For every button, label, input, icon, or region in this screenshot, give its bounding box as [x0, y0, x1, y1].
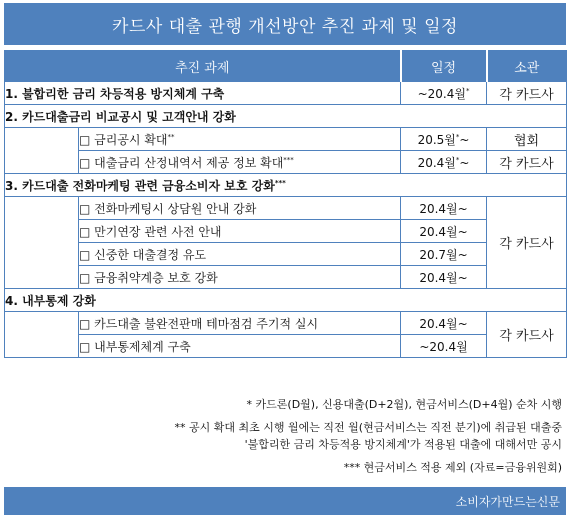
- section-3-item-2: □ 만기연장 관련 사전 안내: [79, 220, 401, 243]
- section-2-item-1-date: 20.5월*~: [401, 128, 487, 151]
- section-2-row: [5, 105, 567, 128]
- section-1-dept: 각 카드사: [487, 82, 567, 105]
- table-row: [5, 266, 567, 289]
- publisher-name: 소비자가만드는신문: [455, 494, 560, 509]
- section-1-date: ~20.4월*: [401, 82, 487, 105]
- footnotes: [4, 396, 562, 476]
- section-3-item-1-date: 20.4월~: [401, 197, 487, 220]
- section-1-label: 1. 불합리한 금리 차등적용 방지체계 구축: [5, 82, 401, 105]
- section-3-item-4-date: 20.4월~: [401, 266, 487, 289]
- section-4-dept: 각 카드사: [487, 312, 567, 358]
- section-4-row: [5, 289, 567, 312]
- section-2-item-1: □ 금리공시 확대**: [79, 128, 401, 151]
- section-2-item-2-date: 20.4월*~: [401, 151, 487, 174]
- header-task: 추진 과제: [5, 51, 401, 82]
- section-3-item-2-date: 20.4월~: [401, 220, 487, 243]
- table-row: [5, 312, 567, 335]
- section-2-item-2-dept: 각 카드사: [487, 151, 567, 174]
- section-4-item-1-date: 20.4월~: [401, 312, 487, 335]
- section-3-item-4: □ 금융취약계층 보호 강화: [79, 266, 401, 289]
- footnote-3: *** 현금서비스 적용 제외 (자료=금융위원회): [343, 461, 562, 474]
- section-4-label: 4. 내부통제 강화: [5, 289, 567, 312]
- footnote-2b: '불합리한 금리 차등적용 방지체계'가 적용된 대출에 대해서만 공시: [244, 438, 562, 451]
- section-2-item-2: □ 대출금리 산정내역서 제공 정보 확대***: [79, 151, 401, 174]
- schedule-table: [4, 50, 567, 358]
- table-row: [5, 151, 567, 174]
- table-row: [5, 128, 567, 151]
- table-row: [5, 220, 567, 243]
- section-3-label: 3. 카드대출 전화마케팅 관련 금융소비자 보호 강화***: [5, 174, 567, 197]
- source-footer: [4, 487, 566, 515]
- section-4-item-2: □ 내부통제체계 구축: [79, 335, 401, 358]
- section-3-dept: 각 카드사: [487, 197, 567, 289]
- footnote-2a: ** 공시 확대 최초 시행 월에는 직전 월(현금서비스는 직전 분기)에 취급된 대출중: [174, 421, 562, 434]
- header-dept: 소관: [487, 51, 567, 82]
- section-1-row: [5, 82, 567, 105]
- section-2-label: 2. 카드대출금리 비교공시 및 고객안내 강화: [5, 105, 567, 128]
- section-4-item-1: □ 카드대출 불완전판매 테마점검 주기적 실시: [79, 312, 401, 335]
- table-row: [5, 243, 567, 266]
- section-3-item-1: □ 전화마케팅시 상담원 안내 강화: [79, 197, 401, 220]
- section-2-item-1-dept: 협회: [487, 128, 567, 151]
- table-header-row: [5, 51, 567, 82]
- section-3-row: [5, 174, 567, 197]
- section-3-item-3: □ 신중한 대출결정 유도: [79, 243, 401, 266]
- footnote-1: * 카드론(D월), 신용대출(D+2월), 현금서비스(D+4월) 순차 시행: [246, 398, 562, 411]
- section-3-item-3-date: 20.7월~: [401, 243, 487, 266]
- table-row: [5, 335, 567, 358]
- page-title: 카드사 대출 관행 개선방안 추진 과제 및 일정: [4, 3, 566, 45]
- header-schedule: 일정: [401, 51, 487, 82]
- section-4-item-2-date: ~20.4월: [401, 335, 487, 358]
- table-row: [5, 197, 567, 220]
